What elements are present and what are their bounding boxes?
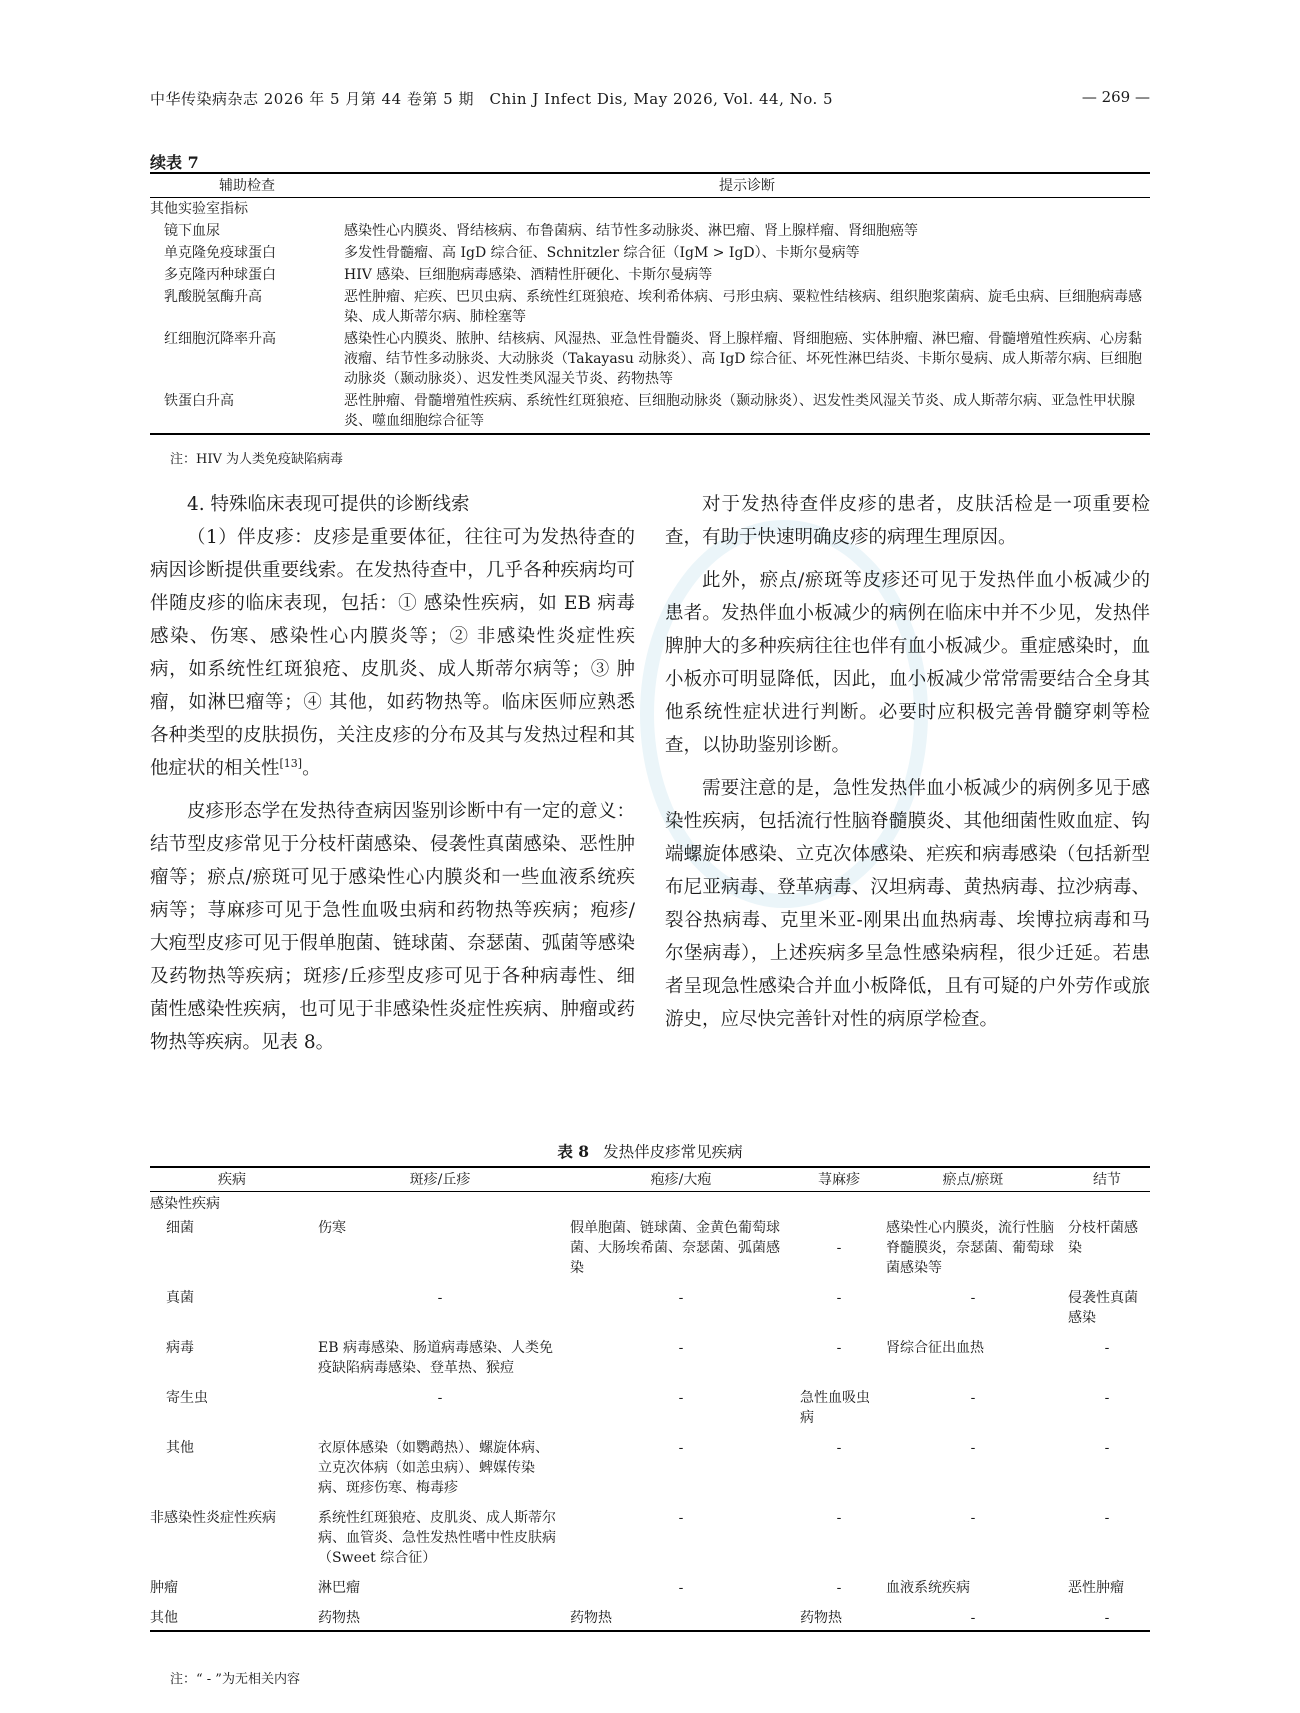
table7-header-exam: 辅助检查	[150, 173, 344, 198]
page-number: — 269 —	[1081, 88, 1150, 106]
paragraph: 此外，瘀点/瘀斑等皮疹还可见于发热伴血小板减少的患者。发热伴血小板减少的病例在临床中并不少见，发热伴脾肿大的多种疾病往往也伴有血小板减少。重症感染时，血小板亦可明显降低，因此，血小板减少常常需要结合全身其他系统性症状进行判断。必要时应积极完善骨髓穿刺等检查，以协助鉴别诊断。	[665, 570, 1150, 756]
table-row: 其他 药物热 药物热 药物热 - -	[150, 1606, 1150, 1631]
table8-number: 表 8	[557, 1142, 590, 1161]
table8: 疾病 斑疹/丘疹 疱疹/大疱 荨麻疹 瘀点/瘀斑 结节 感染性疾病 细菌 伤寒 假单胞菌、链球菌、金黄色葡萄球菌、大肠埃希菌、奈瑟菌、弧菌感染 - 感染性心内膜炎，流行性脑脊髓膜炎，奈瑟菌、葡萄球菌感染等 分枝杆菌感染 真菌 - - - - 侵袭性真菌感染 病毒 EB 病毒感染、肠道病毒感染、人类免疫缺陷病毒感染、登革热、猴痘 - - 肾综合征出血热 - 寄生虫 - - 急性血吸虫病 - - 其他 衣原体感染（如鹦鹉热）、螺旋体病、立克次体病（如恙虫病）、蜱媒传染病、斑疹伤寒、梅毒疹 - - - - 非感染性炎症性疾病 系统性红斑狼疮、皮肌炎、成人斯蒂尔病、血管炎、急性发热性嗜中性皮肤病（Sweet 综合征） - - - - 肿瘤 淋巴瘤 - - 血液系统疾病 恶性肿瘤 其他 药物热 药物热 药物热 - -	[150, 1166, 1150, 1632]
left-column	[150, 488, 635, 1069]
table7-section: 其他实验室指标	[150, 201, 248, 217]
paragraph: 皮疹形态学在发热待查病因鉴别诊断中有一定的意义：结节型皮疹常见于分枝杆菌感染、侵袭性真菌感染、恶性肿瘤等；瘀点/瘀斑可见于感染性心内膜炎和一些血液系统疾病等；荨麻疹可见于急性血吸虫病和药物热等疾病；疱疹/大疱型皮疹可见于假单胞菌、链球菌、奈瑟菌、弧菌等感染及药物热等疾病；斑疹/丘疹型皮疹可见于各种病毒性、细菌性感染性疾病，也可见于非感染性炎症性疾病、肿瘤或药物热等疾病。见表 8。	[150, 801, 635, 1053]
table-row: 非感染性炎症性疾病 系统性红斑狼疮、皮肌炎、成人斯蒂尔病、血管炎、急性发热性嗜中性皮肤病（Sweet 综合征） - - - -	[150, 1510, 1110, 1566]
table-row: 细菌 伤寒 假单胞菌、链球菌、金黄色葡萄球菌、大肠埃希菌、奈瑟菌、弧菌感染 - 感染性心内膜炎，流行性脑脊髓膜炎，奈瑟菌、葡萄球菌感染等 分枝杆菌感染	[166, 1220, 1138, 1276]
table-row: 肿瘤 淋巴瘤 - - 血液系统疾病 恶性肿瘤	[150, 1580, 1124, 1596]
table8-note: 注：“ - ”为无相关内容	[170, 1672, 300, 1687]
table-row: 病毒 EB 病毒感染、肠道病毒感染、人类免疫缺陷病毒感染、登革热、猴痘 - - 肾综合征出血热 -	[166, 1340, 1110, 1376]
section-heading: 4. 特殊临床表现可提供的诊断线索	[187, 494, 470, 515]
table7	[150, 172, 1150, 435]
right-column	[665, 488, 1150, 1046]
paragraph: （1）伴皮疹：皮疹是重要体征，往往可为发热待查的病因诊断提供重要线索。在发热待查中，几乎各种疾病均可伴随皮疹的临床表现，包括：① 感染性疾病，如 EB 病毒感染、伤寒、感染性心内膜炎等；② 非感染性炎症性疾病，如系统性红斑狼疮、皮肌炎、成人斯蒂尔病等；③ 肿瘤，如淋巴瘤等；④ 其他，如药物热等。临床医师应熟悉各种类型的皮肤损伤，关注皮疹的分布及其与发热过程和其他症状的相关性[13]。	[150, 527, 635, 779]
table-row: 多克隆丙种球蛋白 HIV 感染、巨细胞病毒感染、酒精性肝硬化、卡斯尔曼病等	[164, 267, 713, 283]
table-row: 乳酸脱氢酶升高 恶性肿瘤、疟疾、巴贝虫病、系统性红斑狼疮、埃利希体病、弓形虫病、粟粒性结核病、组织胞浆菌病、旋毛虫病、巨细胞病毒感染、成人斯蒂尔病、肺栓塞等	[164, 289, 1142, 325]
journal-citation: 中华传染病杂志 2026 年 5 月第 44 卷第 5 期 Chin J Infect Dis, May 2026, Vol. 44, No. 5	[150, 90, 834, 108]
table-row: 真菌 - - - - 侵袭性真菌感染	[166, 1290, 1138, 1326]
table8-caption	[150, 1140, 1150, 1162]
paragraph: 需要注意的是，急性发热伴血小板减少的病例多见于感染性疾病，包括流行性脑脊髓膜炎、其他细菌性败血症、钩端螺旋体感染、立克次体感染、疟疾和病毒感染（包括新型布尼亚病毒、登革病毒、汉坦病毒、黄热病毒、拉沙病毒、裂谷热病毒、克里米亚-刚果出血热病毒、埃博拉病毒和马尔堡病毒），上述疾病多呈急性感染病程，很少迁延。若患者呈现急性感染合并血小板降低，且有可疑的户外劳作或旅游史，应尽快完善针对性的病原学检查。	[665, 778, 1150, 1030]
table-row: 红细胞沉降率升高 感染性心内膜炎、脓肿、结核病、风湿热、亚急性骨髓炎、肾上腺样瘤、肾细胞癌、实体肿瘤、淋巴瘤、骨髓增殖性疾病、心房黏液瘤、结节性多动脉炎、大动脉炎（Takayasu 动脉炎）、高 IgD 综合征、坏死性淋巴结炎、卡斯尔曼病、成人斯蒂尔病、巨细胞动脉炎（颞动脉炎）、迟发性类风湿关节炎、药物热等	[164, 331, 1142, 387]
citation-ref: [13]	[279, 756, 303, 770]
table7-caption: 续表 7	[150, 153, 199, 172]
table-row: 镜下血尿 感染性心内膜炎、肾结核病、布鲁菌病、结节性多动脉炎、淋巴瘤、肾上腺样瘤、肾细胞癌等	[164, 223, 918, 239]
table-row: 其他 衣原体感染（如鹦鹉热）、螺旋体病、立克次体病（如恙虫病）、蜱媒传染病、斑疹伤寒、梅毒疹 - - - -	[166, 1440, 1110, 1496]
table7-header-dx: 提示诊断	[344, 173, 1150, 198]
table7-note: 注：HIV 为人类免疫缺陷病毒	[170, 452, 343, 467]
table8-section: 感染性疾病	[150, 1196, 220, 1212]
running-header	[150, 84, 1150, 114]
table-row: 寄生虫 - - 急性血吸虫病 - -	[166, 1390, 1110, 1426]
paragraph: 对于发热待查伴皮疹的患者，皮肤活检是一项重要检查，有助于快速明确皮疹的病理生理原因。	[665, 494, 1150, 548]
table-row: 单克隆免疫球蛋白 多发性骨髓瘤、高 IgD 综合征、Schnitzler 综合征（IgM > IgD）、卡斯尔曼病等	[164, 245, 860, 261]
table8-title: 发热伴皮疹常见疾病	[603, 1143, 743, 1161]
table-row: 铁蛋白升高 恶性肿瘤、骨髓增殖性疾病、系统性红斑狼疮、巨细胞动脉炎（颞动脉炎）、迟发性类风湿关节炎、成人斯蒂尔病、亚急性甲状腺炎、噬血细胞综合征等	[150, 390, 1150, 434]
